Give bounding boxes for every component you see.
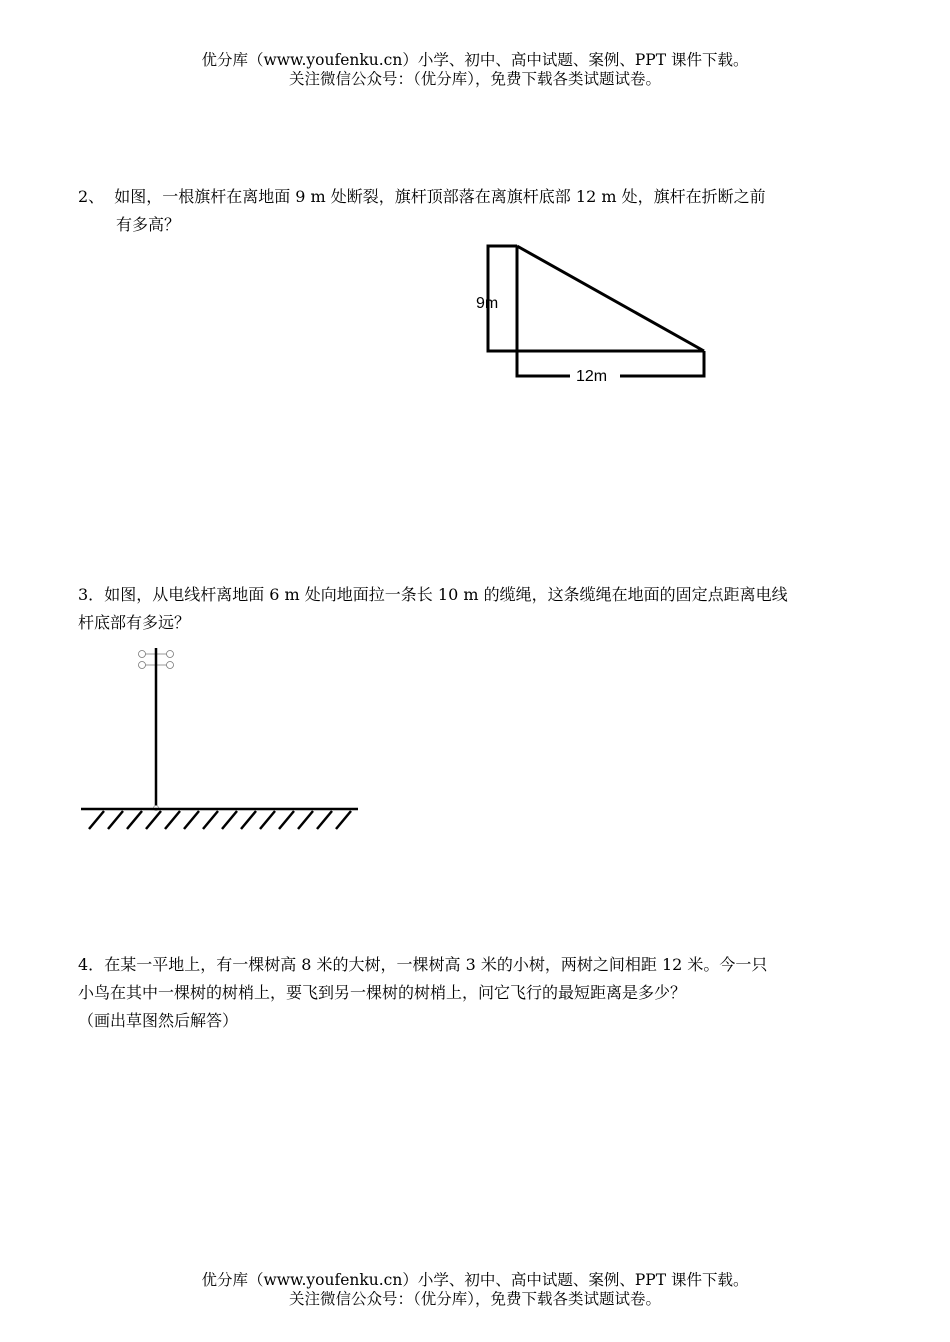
ground-hatching xyxy=(89,811,351,829)
width-dimension-bracket-right xyxy=(620,351,704,376)
question-4 xyxy=(78,951,767,1035)
pole-broken-part xyxy=(517,246,704,351)
question-number: 2、 xyxy=(78,187,105,206)
utility-pole-figure xyxy=(78,645,363,835)
footer-line-1: 优分库（www.youfenku.cn）小学、初中、高中试题、案例、PPT 课件下载。 xyxy=(201,1271,749,1289)
footer-line-2: 关注微信公众号：（优分库），免费下载各类试题试卷。 xyxy=(288,1290,661,1308)
height-label: 9m xyxy=(476,295,499,312)
question-4-line-2: 小鸟在其中一棵树的树梢上，要飞到另一棵树的树梢上，问它飞行的最短距离是多少？ xyxy=(78,983,687,1002)
header-line-2: 关注微信公众号：（优分库），免费下载各类试题试卷。 xyxy=(288,70,661,88)
question-number: 4． xyxy=(78,955,105,974)
question-2 xyxy=(78,183,766,239)
question-3 xyxy=(78,581,788,637)
width-dimension-bracket-left xyxy=(517,351,570,376)
question-number: 3． xyxy=(78,585,105,604)
flagpole-figure xyxy=(476,240,720,385)
question-3-line-1: 3．如图，从电线杆离地面 6 m 处向地面拉一条长 10 m 的缆绳，这条缆绳在地面的固定点距离电线 xyxy=(78,585,788,604)
question-4-line-1: 4．在某一平地上，有一棵树高 8 米的大树，一棵树高 3 米的小树，两树之间相距 12 米。今一只 xyxy=(78,955,768,974)
page-header xyxy=(0,51,950,89)
question-4-line-3: （画出草图然后解答） xyxy=(78,1011,239,1030)
question-2-line-2: 有多高？ xyxy=(116,215,181,234)
question-2-line-1: 2、 如图，一根旗杆在离地面 9 m 处断裂，旗杆顶部落在离旗杆底部 12 m 处，旗杆在折断之前 xyxy=(78,187,766,206)
question-3-line-2: 杆底部有多远？ xyxy=(78,613,191,632)
header-line-1: 优分库（www.youfenku.cn）小学、初中、高中试题、案例、PPT 课件下载。 xyxy=(201,51,749,69)
page-footer xyxy=(0,1271,950,1309)
width-label: 12m xyxy=(576,368,608,385)
